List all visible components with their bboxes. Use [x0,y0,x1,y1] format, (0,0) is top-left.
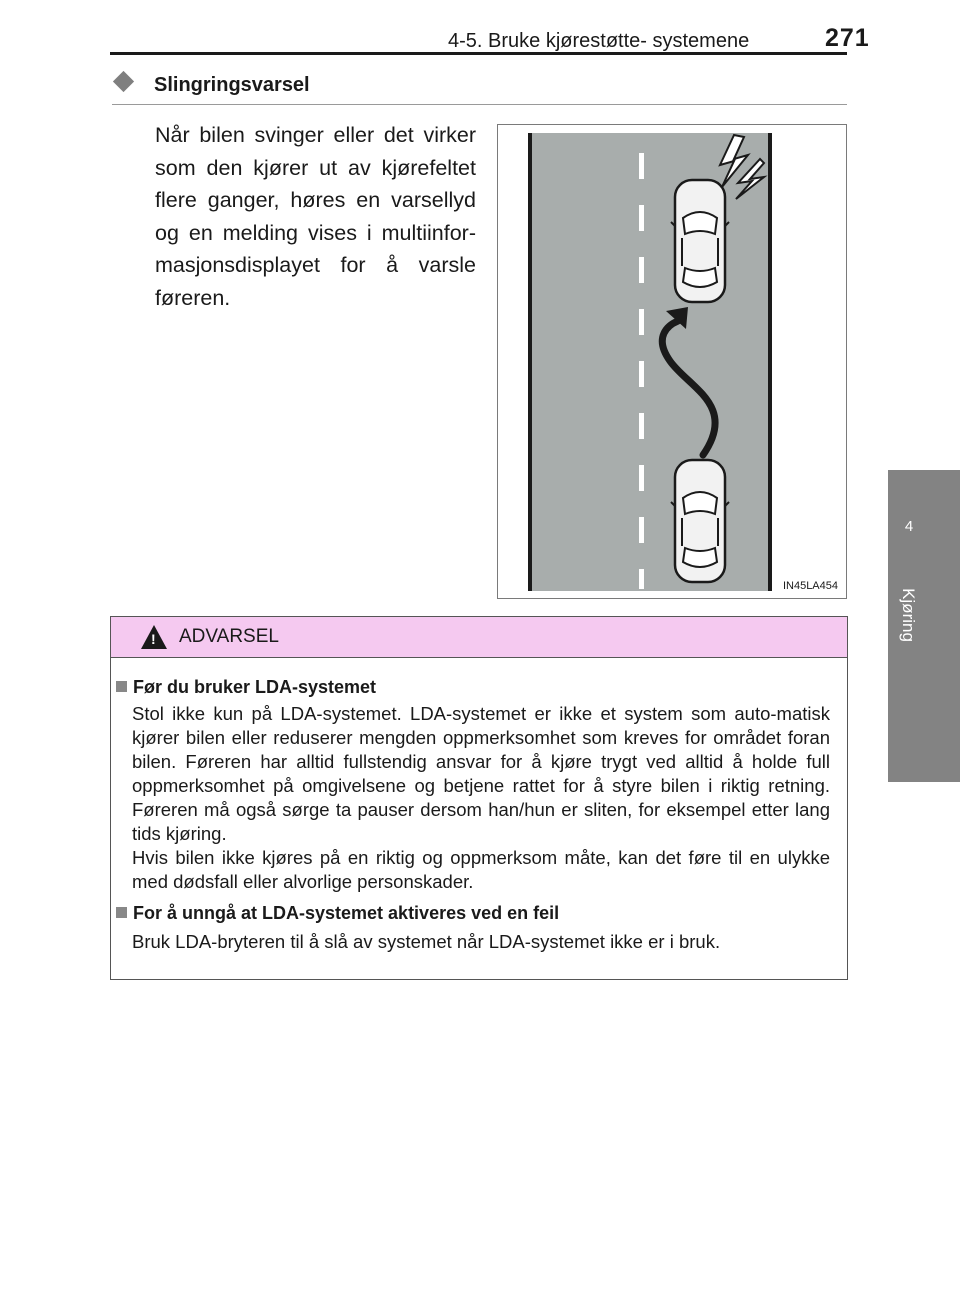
section-title: Slingringsvarsel [154,74,310,96]
section-body: Når bilen svinger eller det virker som den kjører ut av kjørefeltet flere ganger, høres en varsellyd og en melding vises i multiinfor-masjonsdisplayet for å varsle føreren. [155,123,476,310]
warning-triangle-icon [141,625,167,649]
lane-departure-illustration [497,124,847,599]
warning-item-text: Bruk LDA-bryteren til å slå av systemet når LDA-systemet ikke er i bruk. [132,931,721,952]
road-diagram [498,125,846,598]
car-upper-icon [671,180,729,302]
road-edge-right [768,133,772,591]
section-heading [112,70,847,105]
square-bullet-icon [116,681,127,692]
figure-code: IN45LA454 [782,580,838,592]
warning-box [110,616,848,980]
warning-item-text: Hvis bilen ikke kjøres på en riktig og oppmerksom måte, kan det føre til en ulykke med dødsfall eller alvorlige personskader. [132,847,830,892]
warning-item-text: Stol ikke kun på LDA-systemet. LDA-systemet er ikke et system som auto-matisk kjører bilen eller reduserer mengden oppmerksomhet som kreves for området foran bilen. Føreren har alltid fullstendig ansvar for å kjøre trygt ved alltid å holde full oppmerksomhet på omgivelsene og betjene rattet for å styre bilen i riktig retning. Føreren må også sørge ta pauser dersom han/hun er sliten, for eksempel etter lang tids kjøring. [132,703,830,844]
page-number: 271 [825,24,870,52]
diamond-bullet-icon [113,71,134,92]
warning-header [111,617,847,658]
chapter-label: Kjøring [899,588,918,642]
chapter-tab [888,470,960,576]
lane-center-dashes [639,153,644,589]
warning-item-heading: Før du bruker LDA-systemet [116,677,376,698]
chapter-label-wrap [893,575,923,655]
road-edge-left [528,133,532,591]
car-lower-icon [671,460,729,582]
square-bullet-icon [116,907,127,918]
header-rule [110,52,847,55]
road-surface [532,133,768,591]
warning-item-heading: For å unngå at LDA-systemet aktiveres ved en feil [116,903,559,924]
running-header: 4-5. Bruke kjørestøtte- systemene [448,30,750,52]
warning-title: ADVARSEL [179,626,279,647]
chapter-number: 4 [904,518,914,535]
